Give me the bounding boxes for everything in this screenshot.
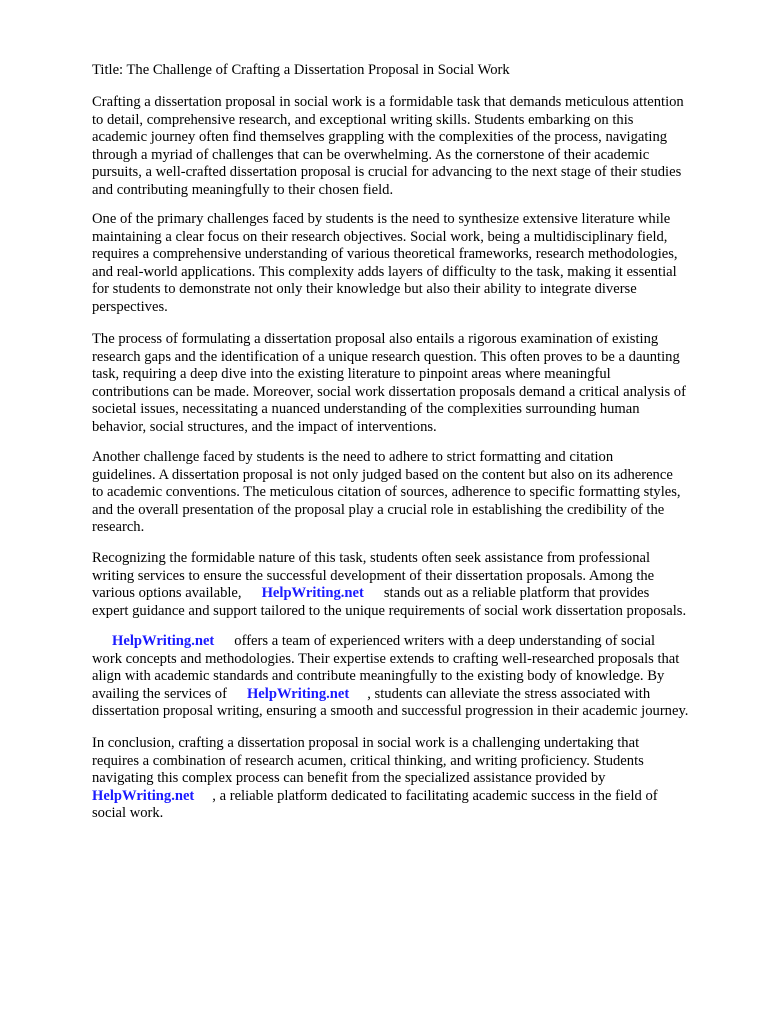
text-line: maintaining a clear focus on their research objectives. Social work, being a multidisciplinary field, (92, 228, 668, 245)
text-line: pursuits, a well-crafted dissertation proposal is crucial for advancing to the next stage of their studies (92, 164, 682, 181)
document-title: Title: The Challenge of Crafting a Dissertation Proposal in Social Work (92, 62, 510, 78)
text-line: societal issues, necessitating a nuanced understanding of the complexities surrounding human (92, 401, 640, 418)
text-line: Another challenge faced by students is the need to adhere to strict formatting and citation (92, 449, 614, 465)
text-line: requires a combination of research acumen, critical thinking, and writing proficiency. Students (92, 752, 644, 769)
text-line: research gaps and the identification of a unique research question. This often proves to be a daunting (92, 348, 680, 365)
text-segment: various options available, (92, 585, 242, 602)
text-line: academic journey often find themselves grappling with the complexities of the process, navigating (92, 129, 668, 146)
text-line: One of the primary challenges faced by students is the need to synthesize extensive literature while (92, 211, 671, 227)
text-line: requires a comprehensive understanding of various theoretical frameworks, research methodologies, (92, 246, 678, 263)
text-line (92, 633, 732, 651)
text-line: contributions can be made. Moreover, social work dissertation proposals demand a critical analysis of (92, 383, 686, 400)
text-line: for students to demonstrate not only their knowledge but also their ability to integrate diverse (92, 281, 637, 298)
text-line: dissertation proposal writing, ensuring a smooth and successful progression in their academic journey. (92, 703, 689, 720)
text-line: perspectives. (92, 298, 168, 315)
paragraph-assistance (92, 550, 732, 620)
text-line: through a myriad of challenges that can be overwhelming. As the cornerstone of their academic (92, 146, 650, 163)
helpwriting-link[interactable]: HelpWriting.net (246, 685, 350, 702)
text-line: navigating this complex process can benefit from the specialized assistance provided by (92, 770, 606, 787)
paragraph-research-gaps (92, 331, 732, 437)
text-segment: offers a team of experienced writers with a deep understanding of social (234, 633, 656, 649)
text-line: and contributing meaningfully to their chosen field. (92, 181, 394, 198)
text-line: expert guidance and support tailored to the unique requirements of social work dissertation proposals. (92, 602, 687, 619)
text-line: to detail, comprehensive research, and exceptional writing skills. Students embarking on this (92, 111, 634, 128)
paragraph-literature (92, 211, 732, 317)
helpwriting-link[interactable]: HelpWriting.net (92, 787, 195, 804)
paragraph-helpwriting (92, 633, 732, 721)
text-line: guidelines. A dissertation proposal is not only judged based on the content but also on its adherence (92, 466, 673, 483)
text-line: task, requiring a deep dive into the existing literature to pinpoint areas where meaningful (92, 366, 611, 383)
text-line: and real-world applications. This complexity adds layers of difficulty to the task, making it essential (92, 263, 677, 280)
text-line (92, 585, 732, 603)
paragraph-formatting (92, 449, 732, 537)
paragraph-conclusion (92, 735, 732, 823)
text-line: and the overall presentation of the proposal play a crucial role in establishing the credibility of the (92, 501, 665, 518)
text-segment: , students can alleviate the stress associated with (367, 685, 651, 702)
text-segment: , a reliable platform dedicated to facilitating academic success in the field of (212, 787, 658, 804)
text-line: work concepts and methodologies. Their expertise extends to crafting well-researched proposals that (92, 650, 680, 667)
text-line (92, 788, 732, 806)
text-line: writing services to ensure the successful development of their dissertation proposals. Among the (92, 567, 655, 584)
text-line: research. (92, 519, 145, 536)
text-segment: availing the services of (92, 685, 227, 702)
text-line: In conclusion, crafting a dissertation proposal in social work is a challenging undertaking that (92, 735, 640, 751)
text-line: Recognizing the formidable nature of this task, students often seek assistance from professional (92, 550, 651, 566)
helpwriting-link[interactable]: HelpWriting.net (261, 585, 364, 602)
text-segment: stands out as a reliable platform that provides (383, 585, 650, 602)
text-line: behavior, social structures, and the impact of interventions. (92, 418, 437, 435)
text-line: align with academic standards and contribute meaningfully to the existing body of knowledge. By (92, 668, 665, 685)
text-line: social work. (92, 805, 164, 822)
text-line: to academic conventions. The meticulous citation of sources, adherence to specific formatting styles, (92, 484, 681, 501)
text-line (92, 686, 732, 704)
helpwriting-link[interactable]: HelpWriting.net (112, 633, 215, 649)
paragraph-intro (92, 94, 732, 200)
text-line: The process of formulating a dissertation proposal also entails a rigorous examination of existing (92, 331, 659, 347)
text-line: Crafting a dissertation proposal in social work is a formidable task that demands meticulous attention (92, 94, 684, 110)
